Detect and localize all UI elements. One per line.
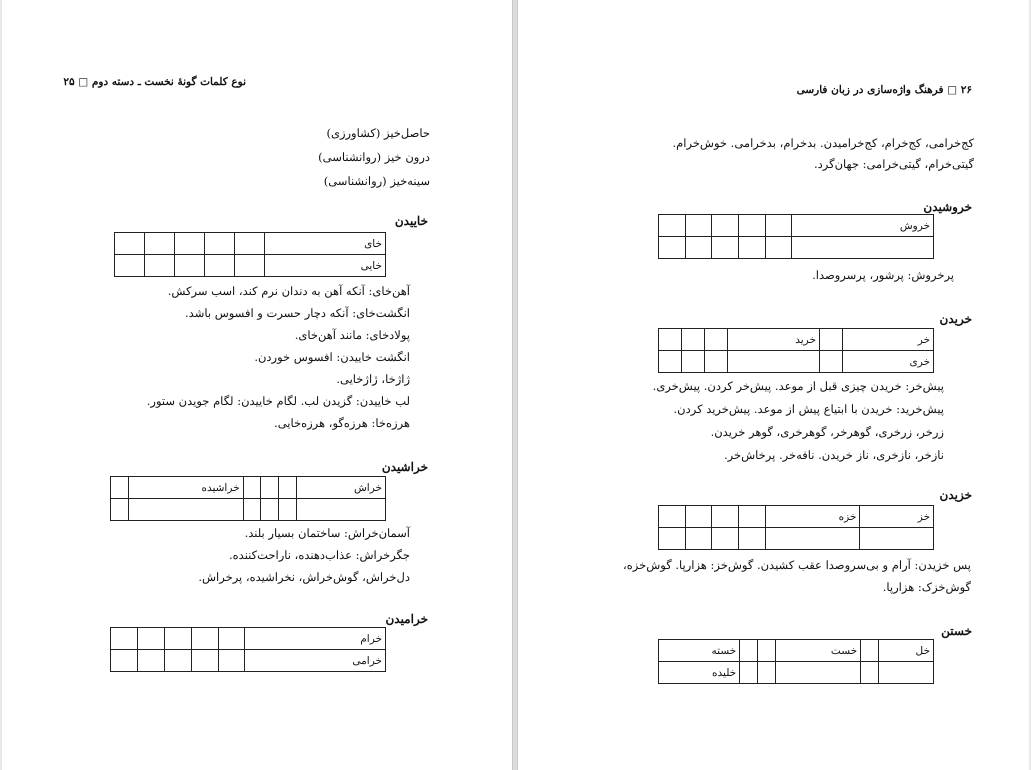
table-cell: خل (879, 640, 934, 662)
table-cell (739, 506, 766, 528)
section-heading: خراشیدن (381, 460, 428, 474)
table-cell (682, 351, 705, 373)
body-line: آهن‌خای: آنکه آهن به دندان نرم کند، اسب سرکش. (167, 284, 410, 298)
body-line: جگرخراش: عذاب‌دهنده، ناراحت‌کننده. (228, 548, 410, 562)
table-cell (164, 650, 191, 672)
table-cell (218, 650, 245, 672)
table-cell (740, 662, 758, 684)
table-row (111, 499, 386, 521)
table-cell: خای (264, 233, 385, 255)
body-line: نازخر، نازخری، ناز خریدن. نافه‌خر. پرخاش‌خر. (724, 448, 944, 462)
table-cell (861, 662, 879, 684)
table-cell (111, 650, 138, 672)
table-cell (728, 351, 820, 373)
body-line: گوش‌خزک: هزارپا. (882, 580, 971, 594)
table-row (111, 477, 386, 499)
section-heading: خزیدن (939, 488, 972, 502)
body-line: انگشت خاییدن: افسوس خوردن. (254, 350, 410, 364)
table-cell (765, 215, 792, 237)
conjugation-table (658, 214, 934, 259)
conjugation-table (658, 328, 934, 373)
body-line: پیش‌خر: خریدن چیزی قبل از موعد. پیش‌خر کردن. پیش‌خری. (652, 379, 944, 393)
table-cell (712, 237, 739, 259)
table-cell (243, 499, 261, 521)
body-line: پولادخای: مانند آهن‌خای. (294, 328, 410, 342)
table-cell (860, 528, 934, 550)
table-row (111, 650, 386, 672)
table-cell (261, 499, 279, 521)
table-row (115, 233, 386, 255)
table-cell (115, 255, 145, 277)
table-cell: خروش (792, 215, 934, 237)
table-row (111, 628, 386, 650)
conjugation-table (114, 232, 386, 277)
section-heading: خاییدن (394, 214, 428, 228)
table-cell (279, 477, 297, 499)
table-cell (137, 650, 164, 672)
table-cell (111, 499, 129, 521)
table-row (659, 329, 934, 351)
table-row (659, 351, 934, 373)
table-cell (111, 628, 138, 650)
table-cell (174, 255, 204, 277)
body-line: دل‌خراش، گوش‌خراش، نخراشیده، پرخراش. (198, 570, 410, 584)
table-cell (685, 237, 712, 259)
table-cell (144, 233, 174, 255)
table-cell: خلیده (659, 662, 740, 684)
section-heading: خروشیدن (923, 200, 972, 214)
table-cell: خایی (264, 255, 385, 277)
table-cell (204, 255, 234, 277)
body-line: پس خزیدن: آرام و بی‌سروصدا عقب کشیدن. گوش‌خز: هزارپا. گوش‌خزه، (623, 558, 971, 572)
table-cell (682, 329, 705, 351)
table-row (659, 237, 934, 259)
intro-line: درون خیز (روانشناسی) (318, 150, 430, 164)
body-line: انگشت‌خای: آنکه دچار حسرت و افسوس باشد. (185, 306, 410, 320)
table-cell (740, 640, 758, 662)
body-line: ژاژخا، ژاژخایی. (336, 372, 410, 386)
body-line: زرخر، زرخری، گوهرخر، گوهرخری، گوهر خریدن. (710, 425, 944, 439)
table-cell: خسته (659, 640, 740, 662)
table-cell (819, 329, 842, 351)
body-line: هرزه‌خا: هرزه‌گو، هرزه‌خایی. (274, 416, 410, 430)
table-cell (659, 506, 686, 528)
conjugation-table (658, 639, 934, 684)
intro-line: کج‌خرامی، کج‌خرام، کج‌خرامیدن. بدخرام، بدخرامی. خوش‌خرام. (672, 136, 974, 150)
table-cell (712, 528, 739, 550)
conjugation-table (110, 476, 386, 521)
section-heading: خریدن (939, 312, 972, 326)
table-cell (776, 662, 861, 684)
table-cell (659, 351, 682, 373)
table-cell (879, 662, 934, 684)
section-heading: خستن (941, 624, 972, 638)
table-cell (234, 233, 264, 255)
intro-line: حاصل‌خیز (کشاورزی) (326, 126, 430, 140)
table-cell (819, 351, 842, 373)
table-cell (659, 215, 686, 237)
table-cell (296, 499, 385, 521)
table-row (659, 528, 934, 550)
table-row (659, 215, 934, 237)
table-cell (739, 215, 766, 237)
body-line: لب خاییدن: گزیدن لب. لگام خاییدن: لگام جویدن ستور. (146, 394, 410, 408)
left-page (2, 0, 513, 770)
table-cell (712, 506, 739, 528)
table-row (115, 255, 386, 277)
table-cell (115, 233, 145, 255)
table-row (659, 506, 934, 528)
table-cell (758, 662, 776, 684)
table-cell (792, 237, 934, 259)
left-page-header: نوع کلمات گونهٔ نخست ـ دسته دوم □ ۲۵ (63, 76, 246, 88)
table-cell: خراش (296, 477, 385, 499)
table-cell (685, 506, 712, 528)
table-cell (204, 233, 234, 255)
section-heading: خرامیدن (385, 612, 428, 626)
table-cell (765, 237, 792, 259)
table-cell (144, 255, 174, 277)
table-cell (765, 528, 860, 550)
table-cell: خست (776, 640, 861, 662)
table-cell (279, 499, 297, 521)
body-line: پرخروش: پرشور، پرسروصدا. (812, 268, 954, 282)
right-page (517, 0, 1029, 770)
table-cell: خر (843, 329, 934, 351)
table-cell (739, 528, 766, 550)
table-cell: خزه (765, 506, 860, 528)
table-cell (111, 477, 129, 499)
table-cell (218, 628, 245, 650)
table-cell (659, 329, 682, 351)
table-cell (705, 329, 728, 351)
conjugation-table (110, 627, 386, 672)
table-row (659, 640, 934, 662)
intro-line: گیتی‌خرام، گیتی‌خرامی: جهان‌گرد. (813, 157, 974, 171)
table-cell (685, 215, 712, 237)
body-line: آسمان‌خراش: ساختمان بسیار بلند. (244, 526, 410, 540)
table-cell: خرید (728, 329, 820, 351)
table-cell (659, 237, 686, 259)
table-cell (243, 477, 261, 499)
table-cell (758, 640, 776, 662)
table-cell (861, 640, 879, 662)
table-cell (137, 628, 164, 650)
table-cell (128, 499, 243, 521)
table-cell: خز (860, 506, 934, 528)
table-cell (234, 255, 264, 277)
intro-line: سینه‌خیز (روانشناسی) (323, 174, 430, 188)
table-cell: خری (843, 351, 934, 373)
table-cell: خراشیده (128, 477, 243, 499)
table-cell: خرامی (245, 650, 386, 672)
table-row (659, 662, 934, 684)
conjugation-table (658, 505, 934, 550)
table-cell (174, 233, 204, 255)
table-cell (685, 528, 712, 550)
table-cell (739, 237, 766, 259)
table-cell (659, 528, 686, 550)
table-cell (705, 351, 728, 373)
table-cell (164, 628, 191, 650)
table-cell (712, 215, 739, 237)
table-cell (191, 628, 218, 650)
right-page-header: ۲۶ □ فرهنگ واژه‌سازی در زبان فارسی (796, 84, 972, 96)
table-cell (261, 477, 279, 499)
table-cell: خرام (245, 628, 386, 650)
table-cell (191, 650, 218, 672)
body-line: پیش‌خرید: خریدن با ابتیاع پیش از موعد. پیش‌خرید کردن. (673, 402, 944, 416)
